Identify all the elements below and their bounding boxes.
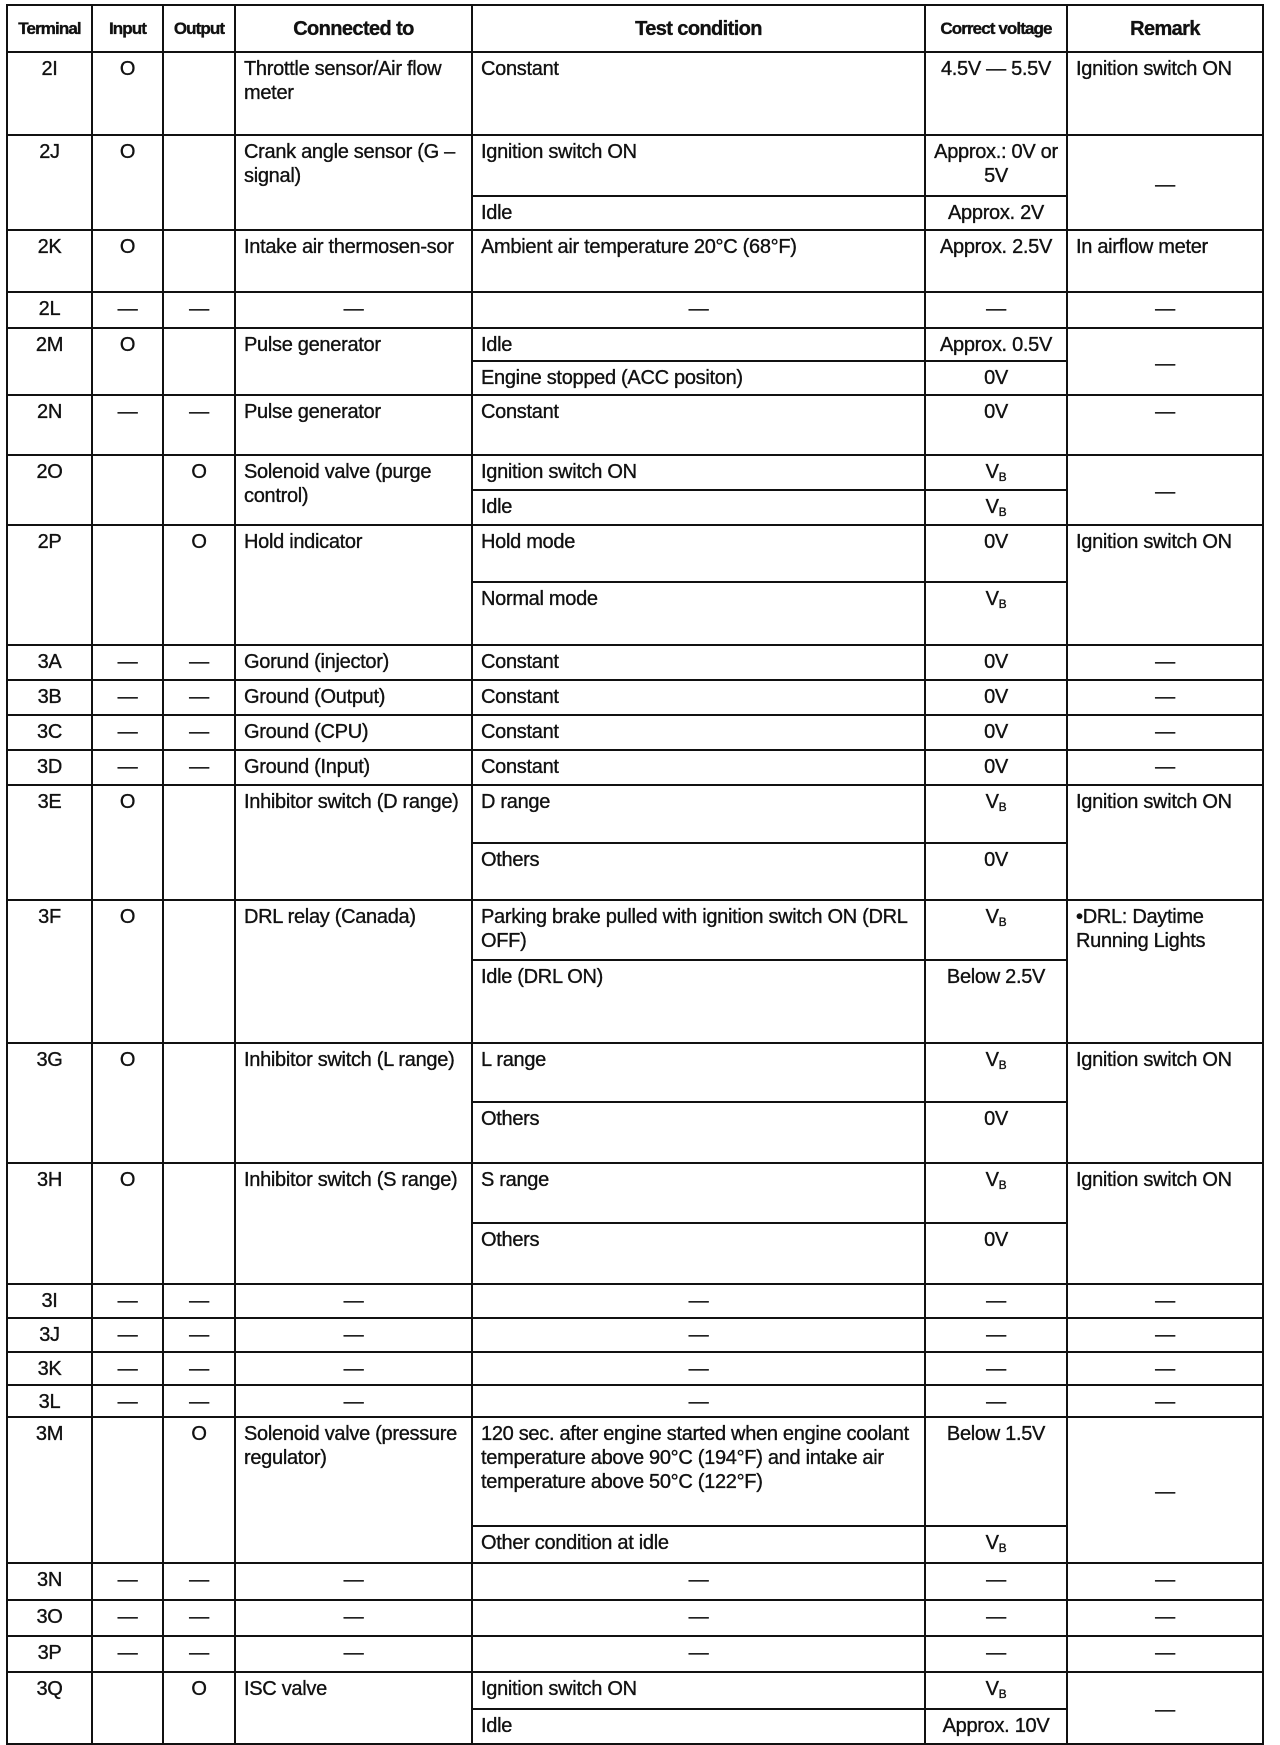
- table-row: [7, 1385, 1263, 1417]
- terminal-cell: 2O: [7, 455, 92, 525]
- terminal-cell: 3G: [7, 1043, 92, 1163]
- header-correct-voltage: Correct voltage: [925, 5, 1067, 52]
- correct-voltage-cell: —: [925, 292, 1067, 328]
- correct-voltage-cell: 4.5V — 5.5V: [925, 52, 1067, 135]
- input-cell: [92, 1672, 163, 1744]
- test-condition-cell: Idle: [472, 328, 925, 361]
- table-row: [7, 1163, 1263, 1223]
- correct-voltage-cell: —: [925, 1563, 1067, 1600]
- table-row: [7, 900, 1263, 960]
- test-condition-cell: L range: [472, 1043, 925, 1102]
- terminal-cell: 2P: [7, 525, 92, 645]
- output-cell: —: [163, 750, 235, 785]
- terminal-cell: 3P: [7, 1636, 92, 1672]
- connected-to-cell: DRL relay (Canada): [235, 900, 472, 1043]
- output-cell: [163, 1043, 235, 1163]
- header-test-condition: Test condition: [472, 5, 925, 52]
- terminal-cell: 3N: [7, 1563, 92, 1600]
- input-cell: [92, 1417, 163, 1563]
- input-cell: [92, 455, 163, 525]
- terminal-cell: 3M: [7, 1417, 92, 1563]
- correct-voltage-cell: Approx. 0.5V: [925, 328, 1067, 361]
- output-cell: O: [163, 1672, 235, 1744]
- terminal-cell: 3O: [7, 1600, 92, 1636]
- table-row: [7, 52, 1263, 135]
- test-condition-cell: 120 sec. after engine started when engine coolant temperature above 90°C (194°F) and intake air temperature above 50°C (122°F): [472, 1417, 925, 1526]
- input-cell: —: [92, 1600, 163, 1636]
- remark-cell: •DRL: Daytime Running Lights: [1067, 900, 1263, 1043]
- input-cell: —: [92, 1284, 163, 1318]
- test-condition-cell: Hold mode: [472, 525, 925, 582]
- output-cell: —: [163, 1318, 235, 1352]
- correct-voltage-cell: Below 1.5V: [925, 1417, 1067, 1526]
- header-terminal: Terminal: [7, 5, 92, 52]
- remark-cell: —: [1067, 1352, 1263, 1385]
- table-row: [7, 455, 1263, 490]
- test-condition-cell: Idle (DRL ON): [472, 960, 925, 1043]
- remark-cell: Ignition switch ON: [1067, 1163, 1263, 1284]
- connected-to-cell: Throttle sensor/Air flow meter: [235, 52, 472, 135]
- header-remark: Remark: [1067, 5, 1263, 52]
- remark-cell: —: [1067, 328, 1263, 395]
- test-condition-cell: Constant: [472, 52, 925, 135]
- connected-to-cell: Ground (Output): [235, 680, 472, 715]
- correct-voltage-cell: —: [925, 1385, 1067, 1417]
- connected-to-cell: —: [235, 1563, 472, 1600]
- terminal-cell: 3Q: [7, 1672, 92, 1744]
- connected-to-cell: —: [235, 1352, 472, 1385]
- input-cell: —: [92, 395, 163, 455]
- input-cell: O: [92, 230, 163, 292]
- terminal-cell: 3D: [7, 750, 92, 785]
- output-cell: [163, 230, 235, 292]
- connected-to-cell: —: [235, 1636, 472, 1672]
- correct-voltage-cell: 0V: [925, 715, 1067, 750]
- output-cell: —: [163, 645, 235, 680]
- connected-to-cell: Pulse generator: [235, 395, 472, 455]
- terminal-cell: 2N: [7, 395, 92, 455]
- correct-voltage-cell: 0V: [925, 361, 1067, 395]
- output-cell: [163, 52, 235, 135]
- connected-to-cell: —: [235, 1318, 472, 1352]
- connected-to-cell: Ground (Input): [235, 750, 472, 785]
- connected-to-cell: Solenoid valve (pressure regulator): [235, 1417, 472, 1563]
- input-cell: —: [92, 1563, 163, 1600]
- test-condition-cell: Others: [472, 1223, 925, 1284]
- terminal-cell: 3E: [7, 785, 92, 900]
- header-connected-to: Connected to: [235, 5, 472, 52]
- connected-to-cell: Pulse generator: [235, 328, 472, 395]
- remark-cell: In airflow meter: [1067, 230, 1263, 292]
- table-row: [7, 230, 1263, 292]
- terminal-cell: 2L: [7, 292, 92, 328]
- input-cell: —: [92, 292, 163, 328]
- remark-cell: —: [1067, 750, 1263, 785]
- test-condition-cell: Constant: [472, 750, 925, 785]
- connected-to-cell: Inhibitor switch (D range): [235, 785, 472, 900]
- connected-to-cell: —: [235, 292, 472, 328]
- correct-voltage-cell: 0V: [925, 1223, 1067, 1284]
- correct-voltage-cell: $V_B$: [925, 490, 1067, 525]
- connected-to-cell: Hold indicator: [235, 525, 472, 645]
- terminal-cell: 3H: [7, 1163, 92, 1284]
- test-condition-cell: D range: [472, 785, 925, 843]
- terminal-cell: 3K: [7, 1352, 92, 1385]
- test-condition-cell: Others: [472, 843, 925, 900]
- terminal-cell: 3C: [7, 715, 92, 750]
- correct-voltage-cell: 0V: [925, 525, 1067, 582]
- connected-to-cell: Intake air thermosen-sor: [235, 230, 472, 292]
- input-cell: [92, 525, 163, 645]
- output-cell: —: [163, 292, 235, 328]
- terminal-voltage-table: [6, 4, 1264, 1745]
- input-cell: —: [92, 1385, 163, 1417]
- remark-cell: —: [1067, 1385, 1263, 1417]
- correct-voltage-cell: $V_B$: [925, 1526, 1067, 1563]
- table-row: [7, 328, 1263, 361]
- output-cell: [163, 1163, 235, 1284]
- connected-to-cell: ISC valve: [235, 1672, 472, 1744]
- output-cell: [163, 900, 235, 1043]
- test-condition-cell: —: [472, 1284, 925, 1318]
- input-cell: —: [92, 715, 163, 750]
- remark-cell: —: [1067, 1636, 1263, 1672]
- input-cell: O: [92, 1163, 163, 1284]
- table-row: [7, 680, 1263, 715]
- test-condition-cell: —: [472, 1636, 925, 1672]
- test-condition-cell: Constant: [472, 680, 925, 715]
- input-cell: O: [92, 900, 163, 1043]
- connected-to-cell: Inhibitor switch (L range): [235, 1043, 472, 1163]
- remark-cell: Ignition switch ON: [1067, 785, 1263, 900]
- output-cell: [163, 785, 235, 900]
- terminal-cell: 3L: [7, 1385, 92, 1417]
- test-condition-cell: Constant: [472, 645, 925, 680]
- connected-to-cell: Ground (CPU): [235, 715, 472, 750]
- table-row: [7, 292, 1263, 328]
- test-condition-cell: Normal mode: [472, 582, 925, 645]
- input-cell: O: [92, 135, 163, 230]
- remark-cell: —: [1067, 455, 1263, 525]
- test-condition-cell: Other condition at idle: [472, 1526, 925, 1563]
- header-input: Input: [92, 5, 163, 52]
- test-condition-cell: Ignition switch ON: [472, 1672, 925, 1709]
- input-cell: —: [92, 750, 163, 785]
- correct-voltage-cell: Below 2.5V: [925, 960, 1067, 1043]
- correct-voltage-cell: $V_B$: [925, 1163, 1067, 1223]
- table-row: [7, 1417, 1263, 1526]
- test-condition-cell: —: [472, 1352, 925, 1385]
- output-cell: —: [163, 395, 235, 455]
- test-condition-cell: Others: [472, 1102, 925, 1163]
- test-condition-cell: Idle: [472, 196, 925, 230]
- output-cell: —: [163, 1352, 235, 1385]
- input-cell: —: [92, 1352, 163, 1385]
- remark-cell: —: [1067, 1563, 1263, 1600]
- test-condition-cell: S range: [472, 1163, 925, 1223]
- correct-voltage-cell: —: [925, 1318, 1067, 1352]
- remark-cell: Ignition switch ON: [1067, 52, 1263, 135]
- correct-voltage-cell: —: [925, 1352, 1067, 1385]
- table-row: [7, 1318, 1263, 1352]
- remark-cell: —: [1067, 395, 1263, 455]
- terminal-cell: 3A: [7, 645, 92, 680]
- remark-cell: —: [1067, 1284, 1263, 1318]
- connected-to-cell: —: [235, 1385, 472, 1417]
- input-cell: —: [92, 1318, 163, 1352]
- test-condition-cell: Engine stopped (ACC positon): [472, 361, 925, 395]
- terminal-cell: 3I: [7, 1284, 92, 1318]
- remark-cell: Ignition switch ON: [1067, 1043, 1263, 1163]
- table-row: [7, 1672, 1263, 1709]
- output-cell: [163, 328, 235, 395]
- correct-voltage-cell: 0V: [925, 750, 1067, 785]
- input-cell: —: [92, 1636, 163, 1672]
- test-condition-cell: Ambient air temperature 20°C (68°F): [472, 230, 925, 292]
- input-cell: O: [92, 1043, 163, 1163]
- connected-to-cell: Solenoid valve (purge control): [235, 455, 472, 525]
- terminal-cell: 2J: [7, 135, 92, 230]
- test-condition-cell: —: [472, 292, 925, 328]
- table-row: [7, 750, 1263, 785]
- remark-cell: —: [1067, 715, 1263, 750]
- input-cell: O: [92, 328, 163, 395]
- connected-to-cell: Inhibitor switch (S range): [235, 1163, 472, 1284]
- output-cell: —: [163, 1563, 235, 1600]
- correct-voltage-cell: 0V: [925, 395, 1067, 455]
- output-cell: —: [163, 680, 235, 715]
- header-row: [7, 5, 1263, 52]
- output-cell: —: [163, 715, 235, 750]
- terminal-cell: 3B: [7, 680, 92, 715]
- connected-to-cell: Gorund (injector): [235, 645, 472, 680]
- remark-cell: —: [1067, 135, 1263, 230]
- output-cell: —: [163, 1600, 235, 1636]
- remark-cell: —: [1067, 1318, 1263, 1352]
- table-row: [7, 1636, 1263, 1672]
- header-output: Output: [163, 5, 235, 52]
- output-cell: O: [163, 455, 235, 525]
- input-cell: O: [92, 52, 163, 135]
- output-cell: —: [163, 1385, 235, 1417]
- remark-cell: —: [1067, 1417, 1263, 1563]
- correct-voltage-cell: 0V: [925, 680, 1067, 715]
- correct-voltage-cell: —: [925, 1600, 1067, 1636]
- remark-cell: Ignition switch ON: [1067, 525, 1263, 645]
- correct-voltage-cell: 0V: [925, 645, 1067, 680]
- input-cell: O: [92, 785, 163, 900]
- terminal-cell: 2M: [7, 328, 92, 395]
- connected-to-cell: Crank angle sensor (G – signal): [235, 135, 472, 230]
- test-condition-cell: —: [472, 1385, 925, 1417]
- correct-voltage-cell: $V_B$: [925, 1672, 1067, 1709]
- test-condition-cell: —: [472, 1318, 925, 1352]
- table-row: [7, 715, 1263, 750]
- table-row: [7, 1563, 1263, 1600]
- correct-voltage-cell: 0V: [925, 1102, 1067, 1163]
- table-row: [7, 395, 1263, 455]
- test-condition-cell: Parking brake pulled with ignition switch ON (DRL OFF): [472, 900, 925, 960]
- correct-voltage-cell: $V_B$: [925, 455, 1067, 490]
- remark-cell: —: [1067, 292, 1263, 328]
- table-body: [7, 52, 1263, 1744]
- table-row: [7, 1043, 1263, 1102]
- table-row: [7, 785, 1263, 843]
- output-cell: [163, 135, 235, 230]
- terminal-cell: 3J: [7, 1318, 92, 1352]
- input-cell: —: [92, 680, 163, 715]
- test-condition-cell: Idle: [472, 490, 925, 525]
- correct-voltage-cell: —: [925, 1636, 1067, 1672]
- output-cell: —: [163, 1636, 235, 1672]
- output-cell: O: [163, 525, 235, 645]
- correct-voltage-cell: Approx. 10V: [925, 1709, 1067, 1744]
- correct-voltage-cell: Approx. 2.5V: [925, 230, 1067, 292]
- test-condition-cell: Ignition switch ON: [472, 455, 925, 490]
- correct-voltage-cell: $V_B$: [925, 1043, 1067, 1102]
- input-cell: —: [92, 645, 163, 680]
- test-condition-cell: Idle: [472, 1709, 925, 1744]
- remark-cell: —: [1067, 1600, 1263, 1636]
- correct-voltage-cell: 0V: [925, 843, 1067, 900]
- test-condition-cell: Constant: [472, 395, 925, 455]
- correct-voltage-cell: —: [925, 1284, 1067, 1318]
- connected-to-cell: —: [235, 1600, 472, 1636]
- table-row: [7, 525, 1263, 582]
- table-row: [7, 1284, 1263, 1318]
- remark-cell: —: [1067, 680, 1263, 715]
- remark-cell: —: [1067, 645, 1263, 680]
- terminal-cell: 3F: [7, 900, 92, 1043]
- correct-voltage-cell: Approx. 2V: [925, 196, 1067, 230]
- correct-voltage-cell: $V_B$: [925, 785, 1067, 843]
- test-condition-cell: —: [472, 1563, 925, 1600]
- table-row: [7, 135, 1263, 196]
- test-condition-cell: Ignition switch ON: [472, 135, 925, 196]
- output-cell: O: [163, 1417, 235, 1563]
- correct-voltage-cell: $V_B$: [925, 900, 1067, 960]
- terminal-cell: 2I: [7, 52, 92, 135]
- table-row: [7, 1352, 1263, 1385]
- connected-to-cell: —: [235, 1284, 472, 1318]
- remark-cell: —: [1067, 1672, 1263, 1744]
- correct-voltage-cell: $V_B$: [925, 582, 1067, 645]
- output-cell: —: [163, 1284, 235, 1318]
- test-condition-cell: Constant: [472, 715, 925, 750]
- terminal-cell: 2K: [7, 230, 92, 292]
- table-row: [7, 645, 1263, 680]
- table-row: [7, 1600, 1263, 1636]
- test-condition-cell: —: [472, 1600, 925, 1636]
- correct-voltage-cell: Approx.: 0V or 5V: [925, 135, 1067, 196]
